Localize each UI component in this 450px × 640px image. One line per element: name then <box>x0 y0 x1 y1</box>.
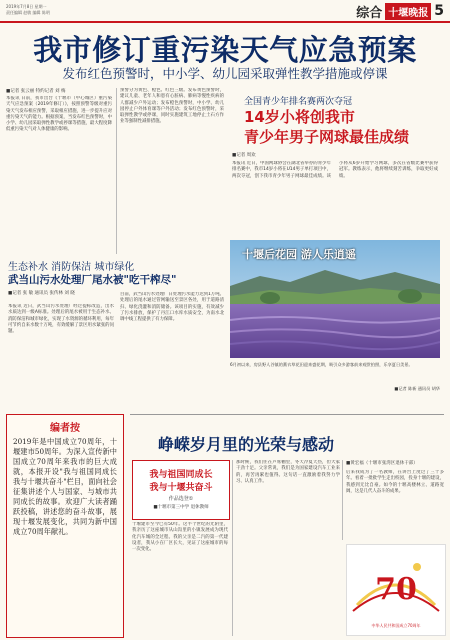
main-story-col1: 本报讯 日前，我市出台《十堰市（中心城区）重污染天气应急预案（2019年修订）》，按照预警等级对重污染天气发布相应预警，采取相应措施，进一步提升应对重污染天气的能力。根据预案，当发布红色预警时，中小学、幼儿园采取弹性教学或停课等措施，最大程度降低重污染天气对人体健康的影响。 <box>6 96 112 133</box>
anniversary-number: 70 <box>375 572 417 607</box>
tennis-headline-line1: 14岁小将创我市 <box>244 108 355 126</box>
tennis-headline-line2: 青少年男子网球最佳成绩 <box>244 128 410 146</box>
tennis-subheadline: 全国青少年排名赛两次夺冠 <box>244 97 353 107</box>
tennis-byline: ■记者 周欢 <box>232 153 256 158</box>
column-note: 作品选登① <box>168 496 194 502</box>
column-author: ■十堰市第三中学 退休教师 <box>153 505 209 510</box>
anniversary-caption: 中华人民共和国成立70周年 <box>371 623 421 628</box>
header-date: 2019年7月8日 星期一 <box>6 4 47 9</box>
env-story-col1: 本报讯 近日，武当山污水处理厂经过提标改造，出水水质达到一级A标准。处理后的尾水被用于生态补水、消防保洁和城市绿化，实现了水资源的循环利用，每年可节约自来水数十万吨，有效缓解了景区用水紧张的问题。 <box>8 304 114 335</box>
env-headline: 武当山污水处理厂尾水被"吃干榨尽" <box>8 274 177 286</box>
column-divider <box>232 460 233 636</box>
column-divider <box>342 460 343 540</box>
editor-note-title: 编者按 <box>50 423 80 434</box>
lavender-photo <box>230 240 440 358</box>
section-divider <box>130 414 444 415</box>
feature-headline: 峥嵘岁月里的光荣与感动 <box>158 435 335 454</box>
photo-caption: 6月初以来，房县野人谷镇的薰衣草花田迎来盛花期，吸引众多游客前来观赏拍照，乐享夏日美景。 <box>230 362 413 367</box>
env-byline: ■记者 张 敏 通讯员 张传林 刘 晓 <box>8 291 75 296</box>
header-info <box>6 4 50 16</box>
main-subheadline: 发布红色预警时，中小学、幼儿园采取弹性教学措施或停课 <box>62 66 388 81</box>
photo-title: 十堰后花园 游人乐逍遥 <box>242 248 356 261</box>
main-headline: 我市修订重污染天气应急预案 <box>33 33 417 67</box>
feature-col1: 十堰建市至今已有50年。这半个世纪的光阴里，我亲历了这座城市从山沟里的小镇发展成为现代化汽车城的全过程。我的父亲是二汽的第一代建设者，我从小在厂区长大，见证了这座城市的每一次变化。 <box>132 522 228 553</box>
feature-col2: 那时候，我们住在芦席棚里，冬天冷夏天热，但大家干劲十足。父亲常说，我们是为国家建设汽车工业来的，再苦再累也值得。这句话一直激励着我努力学习、认真工作。 <box>236 460 340 484</box>
column-divider <box>116 88 117 254</box>
header-masthead <box>356 2 444 20</box>
section-name: 综合 <box>356 5 383 21</box>
column-title-box <box>132 460 230 520</box>
main-byline: ■记者 张云丽 特约记者 刘 梅 <box>6 89 66 94</box>
main-story-col2: 预警分为黄色、橙色、红色三级。发布黄色预警时，建议儿童、老年人和患有心脏病、肺病等慢性疾病的人群减少户外运动；发布橙色预警时，中小学、幼儿园停止户外体育课等户外活动；发布红色预警时，采取弹性教学或停课，同时实施建筑工地停止土石方作业等强制性减排措施。 <box>120 88 224 125</box>
feature-col3: 后来我成为了一名教师，在讲台上度过了三十多年。看着一批批学生走出校园，投身十堰的建设，我感到无比自豪。如今的十堰高楼林立、道路宽阔，这是几代人奋斗的成果。 <box>346 470 444 494</box>
anniversary-emblem <box>347 545 445 621</box>
editor-note-body: 2019年是中国成立70周年，十堰建市50周年。为深入宣传新中国成立70周年来我市的巨大成就，本报开设"我与祖国同成长 我与十堰共奋斗"栏目，面向社会征集讲述个人与国家、与城市共同成长的故事。欢迎广大读者踊跃投稿，讲述您的奋斗故事，展现十堰发展变化，共同为新中国成立70周年献礼。 <box>13 437 117 536</box>
photo-credit: ■记者 陈新 通讯员 胡华 <box>394 386 440 391</box>
column-title-line1: 我与祖国同成长 <box>149 470 213 480</box>
header-rule <box>0 21 450 23</box>
page-number: 5 <box>434 3 444 19</box>
newspaper-logo: 十堰晚报 <box>385 3 431 20</box>
env-subheadline: 生态补水 消防保洁 城市绿化 <box>8 262 135 273</box>
editor-note-box <box>6 414 124 638</box>
anniversary-ad <box>346 544 446 636</box>
feature-byline: ■黄宏福（十堰市张湾区退休干部） <box>346 461 418 466</box>
env-story-col2: 目前，武当山污水处理厂日处理污水能力达到1万吨。处理后的尾水通过管网输送至景区各处，用于道路清扫、绿化浇灌和消防储备。该项目的实施，有效减少了污水排放，保护了丹江口水库水质安全，为南水北调中线工程提供了有力保障。 <box>120 292 224 323</box>
header-editor: 责任编辑 赵敏 编辑 陈明 <box>6 10 50 15</box>
tennis-body: 本报讯 近日，中国网球协会在湖北省举办的青少年排名赛中，我市14岁小将在U14男子单打项目中，两次夺冠，创下我市青少年男子网球最佳成绩。该小将从6岁开始学习网球，多次在省级比赛中获得冠军。教练表示，他将继续刻苦训练，争取更好成绩。 <box>232 161 438 179</box>
column-title-line2: 我与十堰共奋斗 <box>149 483 213 493</box>
